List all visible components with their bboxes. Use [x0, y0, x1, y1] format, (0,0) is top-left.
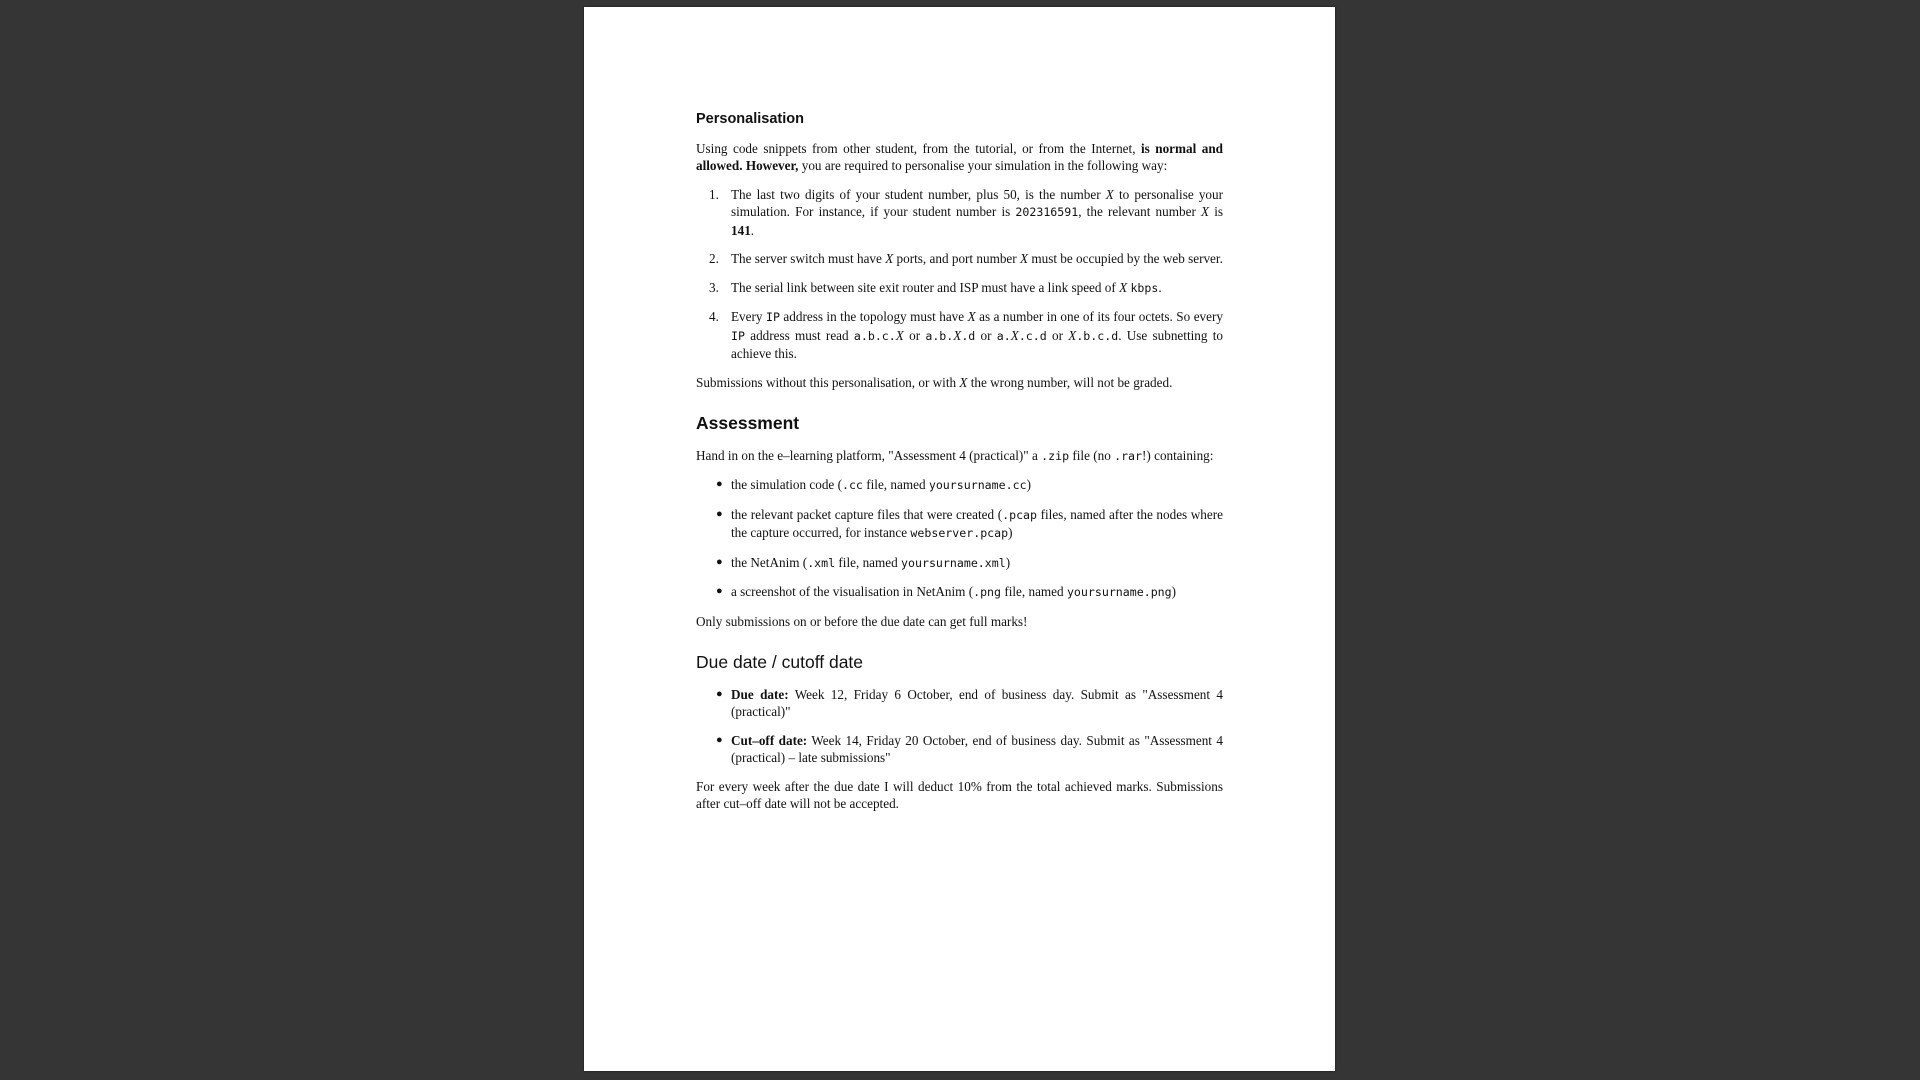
text: The server switch must have — [731, 251, 886, 266]
code-filename: webserver.pcap — [910, 526, 1009, 540]
text: !) containing: — [1142, 447, 1214, 463]
text: . — [1158, 279, 1162, 295]
personalisation-list — [696, 186, 1223, 363]
text: address in the topology must have — [779, 309, 968, 324]
item-number: 4. — [709, 309, 719, 324]
code-ip: IP — [765, 310, 780, 324]
code-unit: kbps — [1130, 280, 1159, 295]
item-number: 3. — [709, 279, 719, 295]
variable-x: X — [1105, 186, 1114, 202]
assessment-closing: Only submissions on or before the due date can get full marks! — [696, 613, 1028, 629]
text: Week 14, Friday 20 October, end of business day. Submit as "Assessment 4 (practical) – late submissions" — [731, 732, 1223, 765]
due-date-label: Due date: — [731, 686, 789, 702]
code-ext: .pcap — [1002, 507, 1038, 522]
list-item — [696, 732, 1223, 767]
code-ext: .png — [973, 585, 1002, 599]
text: to personalise your simulation. For instance, if your student number is — [731, 186, 1223, 219]
text: address must read — [744, 327, 854, 343]
value-x: 141 — [731, 222, 751, 238]
text: . — [750, 222, 755, 238]
list-item — [696, 250, 1223, 268]
cutoff-date-label: Cut–off date: — [731, 732, 808, 748]
emphasis: is normal and allowed. However, — [696, 140, 1223, 173]
list-item — [696, 506, 1223, 543]
variable-x: X — [967, 309, 976, 324]
text: Hand in on the e–learning platform, "Assessment 4 (practical)" a — [696, 447, 1042, 463]
list-item — [696, 308, 1223, 363]
code-filename: yoursurname.cc — [928, 478, 1027, 492]
variable-x: X — [1010, 327, 1019, 343]
list-item — [696, 279, 1223, 298]
text: The serial link between site exit router and ISP must have a link speed of — [731, 279, 1120, 295]
due-date-list — [696, 686, 1223, 767]
assessment-intro — [696, 447, 1223, 466]
bullet-icon: ● — [716, 585, 723, 597]
list-item — [696, 686, 1223, 721]
bullet-icon: ● — [716, 507, 723, 520]
variable-x: X — [1119, 279, 1128, 295]
variable-x: X — [885, 251, 894, 266]
text: . Use subnetting to achieve this. — [731, 327, 1223, 361]
text: as a number in one of its four octets. So every — [975, 309, 1223, 324]
code-ext: .rar — [1114, 448, 1143, 463]
code-ext: .cc — [841, 478, 863, 492]
personalisation-closing — [696, 374, 1223, 392]
text: the relevant packet capture files that were created ( — [731, 506, 1003, 522]
text: Week 12, Friday 6 October, end of business day. Submit as "Assessment 4 (practical)" — [731, 686, 1224, 719]
variable-x: X — [895, 327, 904, 343]
text: file, named — [1001, 584, 1067, 599]
item-number: 1. — [709, 186, 719, 202]
page-content — [696, 111, 1223, 824]
list-item — [696, 554, 1223, 573]
personalisation-intro — [696, 140, 1223, 175]
variable-x: X — [1019, 251, 1029, 266]
code-student-number: 202316591 — [1015, 205, 1079, 219]
text: file, named — [835, 554, 902, 570]
text: the simulation code ( — [731, 477, 842, 492]
section-heading-due-date: Due date / cutoff date — [696, 652, 864, 672]
text: ) — [1005, 554, 1011, 570]
text: ports, and port number — [893, 251, 1020, 266]
variable-x: X — [959, 374, 968, 390]
due-closing: For every week after the due date I will deduct 10% from the total achieved marks. Submissions after cut–off date will not be accepted. — [696, 778, 1223, 811]
item-number: 2. — [709, 251, 719, 266]
variable-x: X — [1201, 204, 1210, 219]
code-address: a.b. — [925, 328, 954, 343]
assessment-list — [696, 476, 1223, 602]
text: or — [903, 327, 926, 343]
text: is — [1209, 204, 1224, 219]
section-heading-assessment: Assessment — [696, 413, 800, 433]
code-filename: yoursurname.png — [1066, 585, 1172, 599]
text: ) — [1026, 477, 1031, 492]
text: Using code snippets from other student, from the tutorial, or from the Internet, — [696, 140, 1141, 156]
code-ip: IP — [731, 328, 745, 343]
code-address: a.b.c. — [853, 328, 896, 343]
text: Submissions without this personalisation, or with — [696, 374, 960, 390]
list-item — [696, 583, 1223, 602]
text: a screenshot of the visualisation in NetAnim ( — [731, 584, 974, 599]
text: file (no — [1069, 447, 1115, 463]
text: The last two digits of your student number, plus 50, is the number — [731, 186, 1106, 202]
variable-x: X — [1068, 327, 1077, 343]
text: file, named — [862, 477, 929, 492]
code-ext: .xml — [807, 555, 836, 570]
bullet-icon: ● — [716, 478, 723, 490]
variable-x: X — [953, 327, 962, 343]
bullet-icon: ● — [716, 555, 723, 568]
text: must be occupied by the web server. — [1028, 251, 1223, 266]
text: the wrong number, will not be graded. — [967, 374, 1173, 390]
text: or — [1046, 327, 1069, 343]
list-item — [696, 476, 1223, 495]
code-filename: yoursurname.xml — [901, 555, 1006, 570]
text: or — [975, 327, 997, 343]
text: ) — [1171, 584, 1177, 599]
code-address: .b.c.d — [1076, 328, 1119, 343]
text: the NetAnim ( — [731, 554, 808, 570]
list-item — [696, 186, 1223, 240]
document-page — [584, 7, 1335, 1071]
code-address: .d — [961, 328, 976, 343]
bullet-icon: ● — [716, 733, 723, 746]
text: Every — [731, 309, 766, 324]
code-ext: .zip — [1041, 448, 1070, 463]
text: , the relevant number — [1078, 204, 1201, 219]
text: files, named after the nodes where the capture occurred, for instance — [731, 506, 1223, 540]
code-address: .c.d — [1018, 328, 1047, 343]
text: ) — [1008, 525, 1013, 540]
text: you are required to personalise your simulation in the following way: — [798, 158, 1168, 173]
section-heading-personalisation: Personalisation — [696, 111, 804, 127]
bullet-icon: ● — [716, 687, 723, 700]
code-address: a. — [996, 328, 1011, 343]
